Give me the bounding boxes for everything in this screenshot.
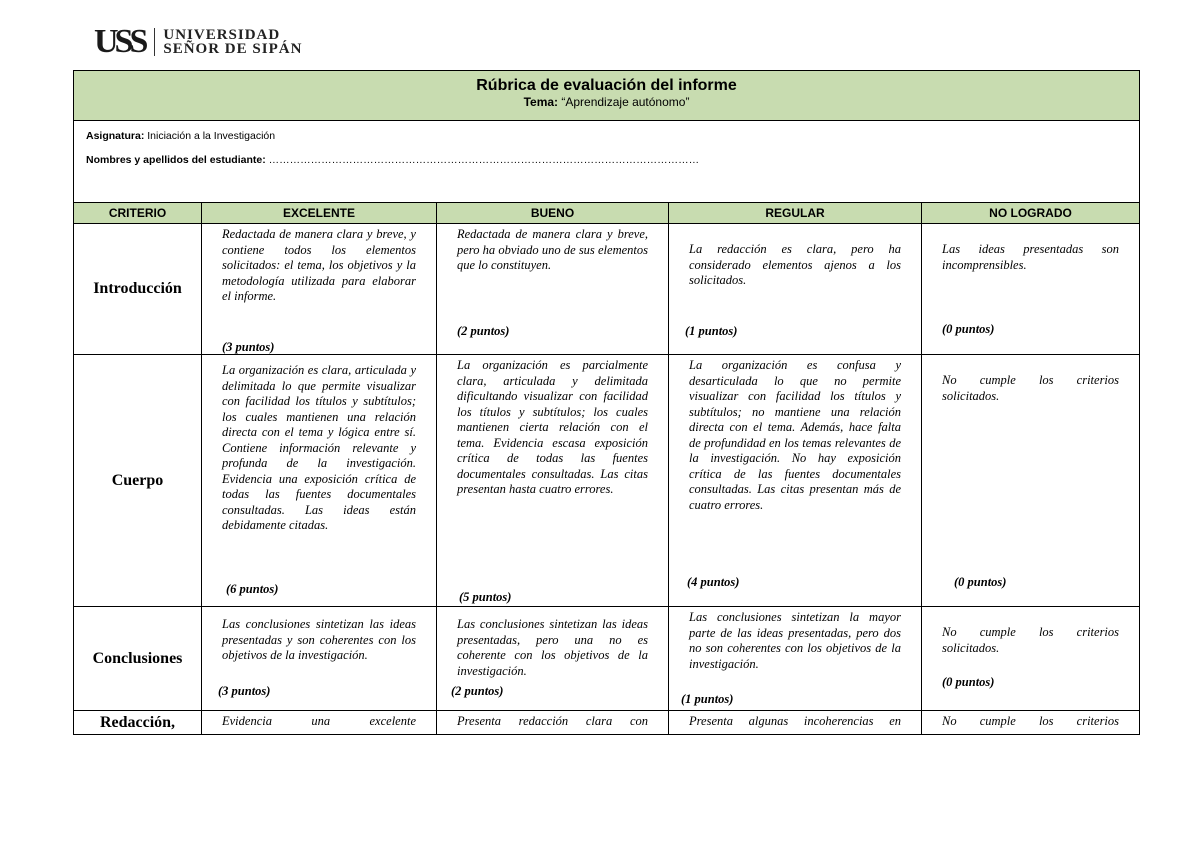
descriptor-cell [669, 224, 922, 355]
descriptor-text: La organización es confusa y desarticulada lo que no permite visualizar con facilidad los títulos y subtítulos; no mantiene una relación directa con el tema. Además, hace falta de profundidad en los temas relevantes de la investigación. No hay exposición crítica de las fuentes documentales consultadas. Las citas presentan más de cuatro errores. [689, 358, 901, 512]
student-info-cell [74, 121, 1140, 203]
column-header-criterio: CRITERIO [74, 203, 202, 224]
points-label: (2 puntos) [451, 684, 504, 698]
descriptor-text: Las conclusiones sintetizan las ideas presentadas, pero una no es coherente con los objetivos de la investigación. [457, 617, 648, 678]
descriptor-cell [669, 607, 922, 711]
column-header-regular: REGULAR [669, 203, 922, 224]
descriptor-cell [437, 711, 669, 735]
descriptor-text: Presenta algunas incoherencias en [689, 714, 901, 728]
descriptor-cell [202, 711, 437, 735]
descriptor-text: La organización es clara, articulada y delimitada lo que permite visualizar con facilidad los títulos y subtítulos; los cuales mantienen una relación directa con el tema y lógica entre sí. Contiene información relevante y profunda de la investigación. Evidencia una exposición crítica de todas las fuentes documentales consultadas. Las ideas están debidamente citadas. [222, 363, 416, 532]
column-header-excelente: EXCELENTE [202, 203, 437, 224]
points-label: (0 puntos) [954, 575, 1007, 589]
rubric-title: Rúbrica de evaluación del informe [476, 77, 737, 94]
points-label: (4 puntos) [687, 575, 740, 589]
descriptor-text: Las conclusiones sintetizan la mayor parte de las ideas presentadas, pero dos no son coherentes con los objetivos de la investigación. [689, 610, 901, 671]
criterion-redaccion: Redacción, [74, 711, 202, 735]
points-label: (0 puntos) [942, 675, 995, 689]
descriptor-cell [922, 355, 1140, 607]
logo-text [163, 28, 302, 56]
university-logo [94, 24, 302, 60]
rubric-title-cell [74, 71, 1140, 121]
table-row [74, 355, 1140, 607]
rubric-topic [74, 95, 1139, 110]
logo-line-2: SEÑOR DE SIPÁN [163, 41, 303, 57]
descriptor-text: Evidencia una excelente [222, 714, 416, 728]
descriptor-cell [437, 607, 669, 711]
descriptor-cell [202, 355, 437, 607]
logo-line-1: UNIVERSIDAD [163, 27, 281, 43]
table-row [74, 224, 1140, 355]
logo-separator [154, 28, 155, 56]
points-label: (5 puntos) [459, 590, 512, 604]
descriptor-text: No cumple los criterios solicitados. [942, 373, 1120, 403]
descriptor-text: La organización es parcialmente clara, articulada y delimitada dificultando visualizar con facilidad los títulos y subtítulos; los cuales mantienen cierta relación con el tema. Evidencia escasa exposición crítica de todas las fuentes documentales consultadas. Las citas presentan hasta cuatro errores. [457, 358, 648, 496]
descriptor-text: No cumple los criterios solicitados. [942, 625, 1120, 655]
table-row [74, 711, 1140, 735]
topic-label: Tema: [523, 95, 559, 109]
subject-label: Asignatura: [86, 130, 145, 142]
table-row [74, 607, 1140, 711]
descriptor-cell [669, 711, 922, 735]
descriptor-text: Redactada de manera clara y breve, pero ha obviado uno de sus elementos que lo constituyen. [457, 227, 648, 272]
descriptor-text: Redactada de manera clara y breve, y contiene todos los elementos solicitados: el tema, los objetivos y la metodología utilizada para elaborar el informe. [222, 227, 416, 303]
descriptor-cell [437, 355, 669, 607]
logo-mark: USS [94, 23, 145, 60]
descriptor-text: Presenta redacción clara con [457, 714, 648, 728]
student-name-field[interactable]: …………………………………………………………………………………………………………… [265, 154, 700, 166]
criterion-cuerpo: Cuerpo [74, 355, 202, 607]
descriptor-cell [669, 355, 922, 607]
column-header-no-logrado: NO LOGRADO [922, 203, 1140, 224]
points-label: (1 puntos) [685, 324, 738, 338]
descriptor-text: No cumple los criterios [942, 714, 1120, 728]
descriptor-cell [922, 711, 1140, 735]
student-name-label: Nombres y apellidos del estudiante: [86, 154, 266, 166]
descriptor-text: La redacción es clara, pero ha considerado elementos ajenos a los solicitados. [689, 242, 901, 287]
topic-value: “Aprendizaje autónomo” [558, 95, 690, 109]
descriptor-text: Las ideas presentadas son incomprensibles. [942, 242, 1120, 272]
descriptor-cell [922, 224, 1140, 355]
points-label: (3 puntos) [222, 340, 275, 354]
points-label: (3 puntos) [218, 684, 271, 698]
points-label: (0 puntos) [942, 322, 995, 336]
descriptor-cell [202, 224, 437, 355]
subject-line [86, 130, 1139, 142]
subject-value: Iniciación a la Investigación [144, 130, 276, 142]
points-label: (2 puntos) [457, 324, 510, 338]
criterion-introduccion: Introducción [74, 224, 202, 355]
points-label: (6 puntos) [226, 582, 279, 596]
descriptor-cell [437, 224, 669, 355]
rubric-table [73, 70, 1140, 735]
column-header-bueno: BUENO [437, 203, 669, 224]
points-label: (1 puntos) [681, 692, 734, 706]
criterion-conclusiones: Conclusiones [74, 607, 202, 711]
student-name-line [86, 154, 1139, 166]
descriptor-cell [202, 607, 437, 711]
descriptor-text: Las conclusiones sintetizan las ideas presentadas y son coherentes con los objetivos de la investigación. [222, 617, 416, 662]
descriptor-cell [922, 607, 1140, 711]
